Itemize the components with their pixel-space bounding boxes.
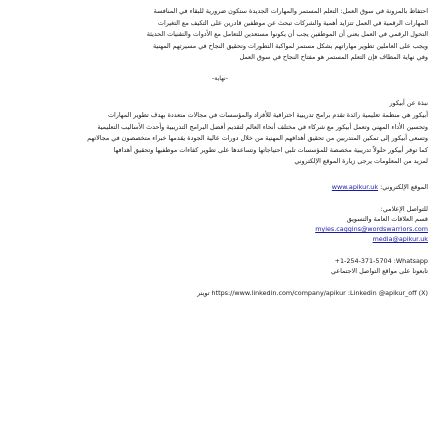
media-email-link[interactable]: myles.caggins@wordswarriors.com xyxy=(315,224,428,233)
phone-block xyxy=(12,256,428,276)
about-line: أبيكور هي منظمة تعليمية رائدة تقدم برامج تدريبية احترافية للأفراد والمؤسسات في مجالات متعددة بهدف تطوير المهارات xyxy=(107,110,428,119)
social-follow-text: تابعونا على مواقع التواصل الاجتماعي xyxy=(330,266,428,275)
intro-paragraph xyxy=(12,6,428,64)
intro-line: احتفاظ بالمرونة في سوق العمل: التعلم المستمر والمهارات الجديدة ستكون ضرورية للبقاء في المنافسة xyxy=(153,7,428,15)
about-line: وتسعى أبيكور إلى تمكين المتدربين من تحقيق أهدافهم المهنية من خلال دورات عالية الجودة يقدمها خبراء متخصصون في مجالاتهم xyxy=(87,134,428,143)
intro-line: وفي نهاية المطاف فإن التعلم المستمر هو مفتاح النجاح في سوق العمل xyxy=(239,53,428,62)
intro-line: التحول الرقمي في العمل يعني أن الموظفين يجب أن يكونوا مستعدين للتعامل مع الأدوات والتقنيات الحديثة xyxy=(146,30,428,39)
phone-number: +1-254-371-5704 xyxy=(334,256,392,265)
media-contact-block xyxy=(12,204,428,244)
media-contact-name: قسم العلاقات العامة والتسويق xyxy=(346,214,428,223)
about-paragraph xyxy=(12,110,428,168)
about-line: كما توفر أبيكور حلولاً تدريبية مخصصة للمؤسسات تلبي احتياجاتها وتساعدها على تطوير كفاءات موظفيها وتحقيق أهدافها xyxy=(113,145,428,154)
social-links-footer xyxy=(12,288,428,299)
about-line: لمزيد من المعلومات يرجى زيارة الموقع الإلكتروني xyxy=(294,157,428,166)
linkedin-label: :Linkedin xyxy=(347,288,377,297)
intro-line: المهارات الرقمية في العمل تتزايد أهمية والشركات تبحث عن موظفين قادرين على التكيف مع التغيرات xyxy=(157,18,428,27)
end-separator: -نهاية- xyxy=(212,74,228,82)
about-heading: نبذة عن أبيكور xyxy=(389,98,428,107)
website-label: الموقع الإلكتروني: xyxy=(380,182,428,191)
linkedin-link[interactable]: https://www.linkedin.com/company/apikur xyxy=(211,288,346,297)
whatsapp-label: :Whatsapp xyxy=(393,256,428,265)
website-line xyxy=(12,182,428,192)
twitter-label: (X) تويتر xyxy=(197,288,428,297)
media-heading: للتواصل الإعلامي: xyxy=(380,204,428,213)
twitter-handle[interactable]: @apikur_off xyxy=(378,288,417,297)
intro-line: ويجب على العاملين تطوير مهاراتهم بشكل مستمر لمواكبة التطورات وتحقيق النجاح في مسيرتهم المهنية xyxy=(152,41,428,50)
about-line: وتحسين الأداء المهني وتعمل أبيكور مع شركاء في مختلف أنحاء العالم لتقديم أفضل البرامج التدريبية وأحدث الأساليب التعليمية xyxy=(97,122,428,131)
media-email-link-2[interactable]: media@apikur.uk xyxy=(372,234,428,243)
website-link[interactable]: www.apikur.uk xyxy=(331,182,379,191)
